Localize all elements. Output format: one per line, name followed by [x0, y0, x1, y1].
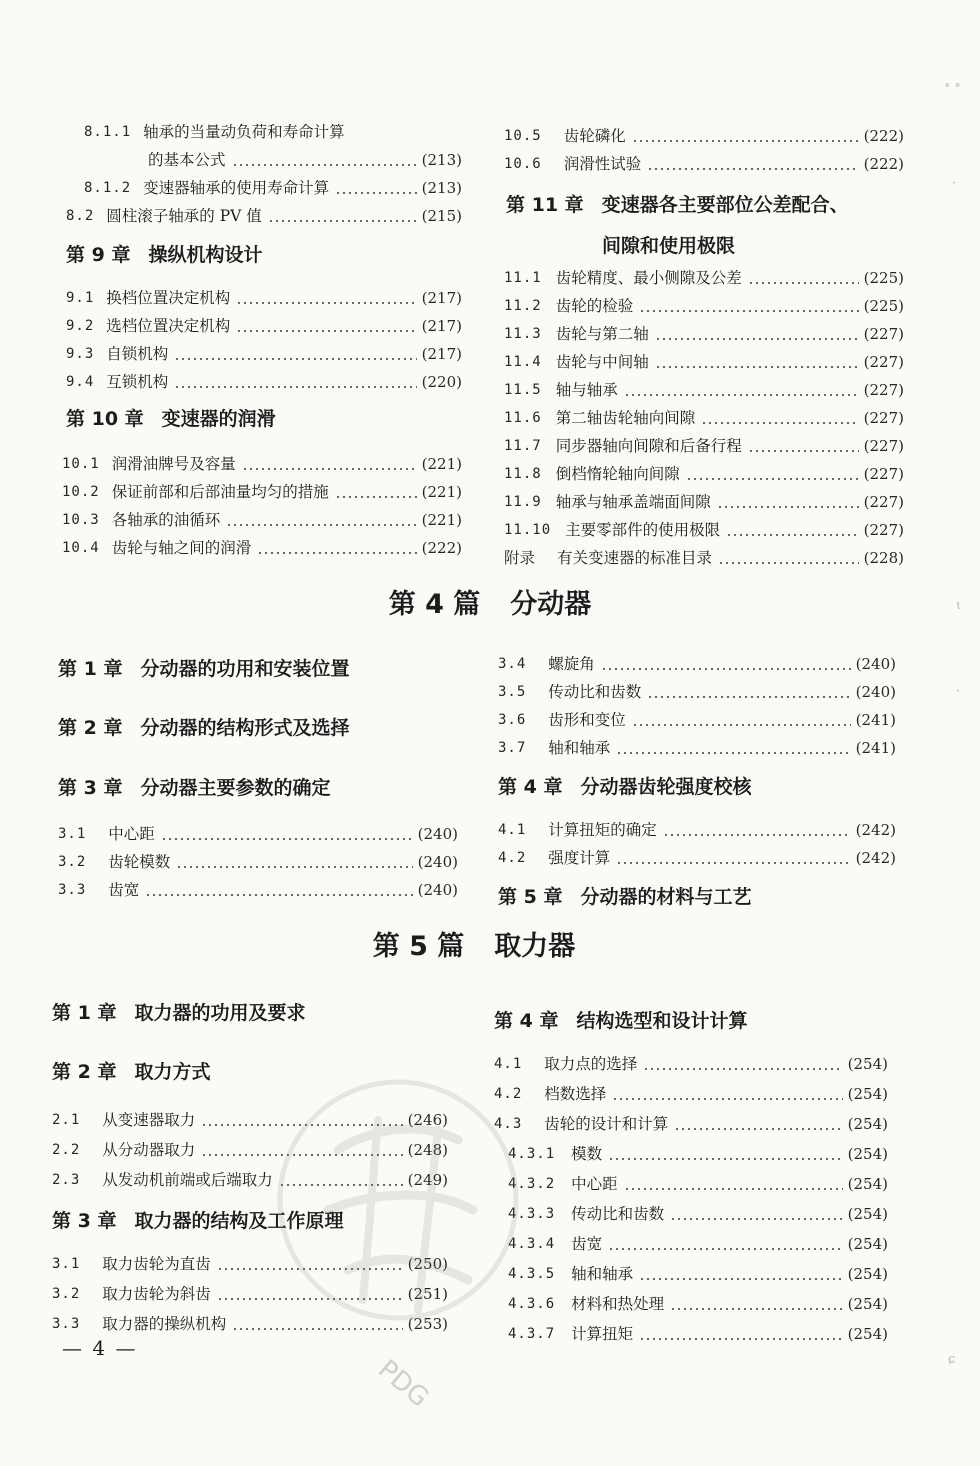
dot-leader	[232, 164, 417, 166]
dot-leader	[663, 834, 851, 836]
entry-page: (222)	[863, 127, 904, 145]
toc-entry	[504, 150, 904, 174]
entry-number: 4.2	[494, 1086, 523, 1102]
entry-title: 的基本公式	[148, 151, 226, 169]
toc-entry	[62, 340, 462, 364]
toc-entry	[62, 312, 462, 336]
entry-page: (227)	[863, 381, 904, 399]
entry-number: 4.3.3	[508, 1206, 556, 1222]
entry-number: 10.2	[62, 484, 100, 500]
entry-number: 2.3	[52, 1172, 81, 1188]
entry-title: 齿宽	[571, 1235, 603, 1253]
entry-page: (240)	[417, 825, 458, 843]
entry-page: (240)	[855, 655, 896, 673]
entry-number: 11.9	[504, 494, 542, 510]
toc-entry	[494, 1110, 888, 1134]
entry-title: 选档位置决定机构	[106, 317, 231, 335]
entry-number: 11.2	[504, 298, 542, 314]
chapter-title: 分动器齿轮强度校核	[580, 776, 752, 798]
entry-number: 2.1	[52, 1112, 81, 1128]
chapter-heading	[58, 715, 458, 741]
entry-title: 轴与轴承	[555, 381, 618, 399]
toc-entry	[494, 1320, 888, 1344]
entry-number: 4.2	[498, 850, 527, 866]
entry-number: 2.2	[52, 1142, 81, 1158]
entry-number: 3.1	[58, 826, 87, 842]
entry-title: 齿形和变位	[548, 711, 626, 729]
chapter-number: 第 4 章	[494, 1010, 559, 1032]
dot-leader	[686, 478, 859, 480]
part-number: 第 4 篇	[388, 589, 481, 620]
toc-entry	[504, 404, 904, 428]
toc-entry	[62, 450, 462, 474]
entry-number: 4.3.7	[508, 1326, 556, 1342]
entry-title: 轴和轴承	[548, 739, 611, 757]
dot-leader	[616, 752, 850, 754]
toc-entry	[494, 1230, 888, 1254]
toc-entry	[504, 320, 904, 344]
entry-page: (227)	[863, 521, 904, 539]
toc-entry	[504, 348, 904, 372]
entry-page: (227)	[863, 325, 904, 343]
entry-number: 8.1.2	[84, 180, 132, 196]
toc-entry	[498, 844, 896, 868]
chapter-number: 第 9 章	[66, 244, 131, 266]
entry-page: (253)	[407, 1315, 448, 1333]
toc-entry	[494, 1050, 888, 1074]
part-heading	[0, 588, 980, 622]
toc-entry	[62, 284, 462, 308]
toc-entry	[494, 1200, 888, 1224]
entry-title: 材料和热处理	[571, 1295, 665, 1313]
toc-entry	[494, 1170, 888, 1194]
part-heading	[0, 930, 964, 964]
toc-entry	[62, 506, 462, 530]
entry-page: (241)	[855, 711, 896, 729]
scan-speck: ɕ	[948, 1352, 956, 1367]
chapter-title: 分动器的材料与工艺	[580, 886, 752, 908]
entry-number: 10.4	[62, 540, 100, 556]
entry-title: 齿轮的设计和计算	[544, 1115, 669, 1133]
entry-title: 齿轮与第二轴	[555, 325, 649, 343]
chapter-title: 变速器各主要部位公差配合、	[601, 194, 849, 216]
chapter-title: 操纵机构设计	[148, 244, 263, 266]
dot-leader	[161, 838, 413, 840]
entry-number: 3.4	[498, 656, 527, 672]
dot-leader	[647, 696, 850, 698]
entry-number: 11.7	[504, 438, 542, 454]
page-number: — 4 —	[62, 1336, 138, 1360]
entry-title: 齿轮模数	[108, 853, 171, 871]
entry-page: (254)	[847, 1115, 888, 1133]
dot-leader	[632, 140, 859, 142]
scan-speck: ·	[956, 684, 961, 699]
dot-leader	[701, 422, 858, 424]
dot-leader	[226, 524, 416, 526]
entry-number: 3.2	[52, 1286, 81, 1302]
entry-number: 10.5	[504, 128, 542, 144]
entry-page: (254)	[847, 1295, 888, 1313]
chapter-title: 分动器的功用和安装位置	[140, 658, 350, 680]
dot-leader	[632, 724, 851, 726]
chapter-title: 取力方式	[134, 1061, 211, 1083]
dot-leader	[643, 1068, 842, 1070]
entry-page: (254)	[847, 1325, 888, 1343]
toc-entry	[498, 650, 896, 674]
entry-title: 润滑性试验	[563, 155, 642, 173]
entry-page: (240)	[417, 881, 458, 899]
chapter-title: 分动器的结构形式及选择	[140, 717, 350, 739]
chapter-number: 第 11 章	[506, 194, 584, 216]
dot-leader	[655, 338, 859, 340]
entry-title: 从变速器取力	[102, 1111, 196, 1129]
entry-title: 换档位置决定机构	[106, 289, 231, 307]
entry-number: 11.10	[504, 522, 552, 538]
entry-title: 传动比和齿数	[571, 1205, 665, 1223]
entry-title: 齿轮精度、最小侧隙及公差	[555, 269, 742, 287]
dot-leader	[279, 1184, 403, 1186]
toc-entry	[504, 516, 904, 540]
entry-number: 4.3.5	[508, 1266, 556, 1282]
entry-page: (225)	[863, 269, 904, 287]
toc-entry	[62, 478, 462, 502]
dot-leader	[236, 302, 416, 304]
toc-entry	[494, 1140, 888, 1164]
dot-leader	[176, 866, 412, 868]
entry-title: 各轴承的油循环	[111, 511, 221, 529]
dot-leader	[257, 552, 416, 554]
chapter-number: 第 5 章	[498, 886, 563, 908]
toc-entry	[52, 1106, 448, 1130]
dot-leader	[236, 330, 416, 332]
entry-page: (220)	[421, 373, 462, 391]
entry-number: 11.8	[504, 466, 542, 482]
chapter-number: 第 1 章	[52, 1002, 117, 1024]
dot-leader	[335, 192, 416, 194]
toc-entry	[58, 820, 458, 844]
entry-title: 互锁机构	[106, 373, 169, 391]
chapter-title: 变速器的润滑	[161, 408, 276, 430]
toc-entry	[504, 264, 904, 288]
chapter-heading	[66, 242, 462, 268]
scan-speck: ·	[952, 176, 957, 191]
dot-leader	[201, 1124, 402, 1126]
entry-number: 8.2	[66, 208, 95, 224]
entry-title: 强度计算	[548, 849, 611, 867]
entry-title: 中心距	[571, 1175, 618, 1193]
dot-leader	[674, 1128, 842, 1130]
entry-title: 主要零部件的使用极限	[565, 521, 721, 539]
toc-entry	[58, 848, 458, 872]
part-number: 第 5 篇	[372, 931, 465, 962]
entry-page: (240)	[855, 683, 896, 701]
chapter-heading	[494, 1008, 888, 1034]
chapter-title-line2: 间隙和使用极限	[602, 235, 736, 257]
toc-entry	[58, 876, 458, 900]
toc-entry	[62, 146, 462, 170]
entry-title: 第二轴齿轮轴向间隙	[555, 409, 696, 427]
entry-page: (254)	[847, 1175, 888, 1193]
entry-title: 圆柱滚子轴承的 PV 值	[106, 207, 262, 225]
entry-title: 自锁机构	[106, 345, 169, 363]
entry-page: (221)	[421, 483, 462, 501]
entry-page: (227)	[863, 465, 904, 483]
chapter-heading	[52, 1000, 448, 1026]
dot-leader	[217, 1298, 403, 1300]
toc-entry	[504, 376, 904, 400]
chapter-number: 第 2 章	[52, 1061, 117, 1083]
entry-title: 齿轮与中间轴	[555, 353, 649, 371]
chapter-heading	[52, 1059, 448, 1085]
entry-title: 倒档惰轮轴向间隙	[555, 465, 680, 483]
dot-leader	[639, 310, 858, 312]
entry-page: (254)	[847, 1085, 888, 1103]
entry-page: (249)	[407, 1171, 448, 1189]
entry-title: 轴承的当量动负荷和寿命计算	[143, 123, 345, 141]
dot-leader	[670, 1218, 842, 1220]
dot-leader	[670, 1308, 842, 1310]
entry-title: 中心距	[108, 825, 155, 843]
entry-page: (215)	[421, 207, 462, 225]
toc-entry	[62, 202, 462, 226]
toc-entry	[498, 816, 896, 840]
entry-title: 齿轮与轴之间的润滑	[111, 539, 252, 557]
entry-page: (248)	[407, 1141, 448, 1159]
entry-number: 11.3	[504, 326, 542, 342]
dot-leader	[242, 468, 417, 470]
dot-leader	[616, 862, 850, 864]
entry-number: 3.3	[58, 882, 87, 898]
toc-entry	[52, 1310, 448, 1334]
entry-title: 传动比和齿数	[548, 683, 642, 701]
dot-leader	[335, 496, 417, 498]
entry-page: (227)	[863, 353, 904, 371]
entry-page: (240)	[417, 853, 458, 871]
dot-leader	[655, 366, 859, 368]
entry-page: (213)	[421, 179, 462, 197]
toc-entry	[504, 122, 904, 146]
entry-number: 9.3	[66, 346, 95, 362]
entry-number: 11.6	[504, 410, 542, 426]
dot-leader	[718, 562, 859, 564]
entry-page: (222)	[863, 155, 904, 173]
entry-title: 取力齿轮为斜齿	[102, 1285, 211, 1303]
dot-leader	[639, 1338, 842, 1340]
entry-page: (246)	[407, 1111, 448, 1129]
toc-entry	[504, 544, 904, 568]
dot-leader	[608, 1248, 842, 1250]
entry-title: 螺旋角	[548, 655, 595, 673]
entry-number: 3.6	[498, 712, 527, 728]
toc-entry	[52, 1136, 448, 1160]
chapter-number: 第 4 章	[498, 776, 563, 798]
entry-title: 保证前部和后部油量均匀的措施	[111, 483, 329, 501]
entry-number: 10.1	[62, 456, 100, 472]
entry-page: (254)	[847, 1265, 888, 1283]
dot-leader	[639, 1278, 842, 1280]
part-title: 取力器	[494, 931, 576, 962]
toc-entry	[52, 1280, 448, 1304]
chapter-heading-continued	[504, 233, 904, 259]
chapter-number: 第 3 章	[52, 1210, 117, 1232]
entry-title: 齿宽	[108, 881, 140, 899]
entry-number: 3.2	[58, 854, 87, 870]
entry-page: (251)	[407, 1285, 448, 1303]
toc-entry	[494, 1290, 888, 1314]
chapter-number: 第 10 章	[66, 408, 144, 430]
entry-number: 4.1	[494, 1056, 523, 1072]
entry-title: 变速器轴承的使用寿命计算	[143, 179, 330, 197]
entry-page: (254)	[847, 1235, 888, 1253]
entry-title: 计算扭矩	[571, 1325, 634, 1343]
chapter-number: 第 2 章	[58, 717, 123, 739]
toc-entry	[498, 734, 896, 758]
chapter-number: 第 1 章	[58, 658, 123, 680]
entry-number: 8.1.1	[84, 124, 132, 140]
chapter-number: 第 3 章	[58, 777, 123, 799]
dot-leader	[174, 386, 416, 388]
entry-page: (227)	[863, 437, 904, 455]
chapter-heading	[52, 1208, 448, 1234]
entry-title: 润滑油牌号及容量	[111, 455, 236, 473]
entry-number: 4.1	[498, 822, 527, 838]
scan-speck: ∘ ∘	[944, 78, 961, 93]
entry-number: 3.7	[498, 740, 527, 756]
entry-page: (241)	[855, 739, 896, 757]
entry-title: 从分动器取力	[102, 1141, 196, 1159]
entry-page: (222)	[421, 539, 462, 557]
entry-title: 取力点的选择	[544, 1055, 638, 1073]
entry-title: 取力器的操纵机构	[102, 1315, 227, 1333]
entry-title: 轴和轴承	[571, 1265, 634, 1283]
entry-number: 附录	[504, 549, 536, 567]
chapter-heading	[66, 406, 462, 432]
entry-title: 齿轮磷化	[563, 127, 626, 145]
dot-leader	[717, 506, 859, 508]
entry-title: 模数	[571, 1145, 603, 1163]
toc-entry	[62, 534, 462, 558]
entry-number: 4.3	[494, 1116, 523, 1132]
toc-entry	[62, 118, 462, 142]
chapter-title: 结构选型和设计计算	[576, 1010, 748, 1032]
dot-leader	[624, 1188, 843, 1190]
toc-entry	[504, 488, 904, 512]
dot-leader	[174, 358, 416, 360]
chapter-heading	[498, 884, 896, 910]
entry-number: 3.1	[52, 1256, 81, 1272]
toc-entry	[504, 432, 904, 456]
entry-title: 齿轮的检验	[555, 297, 634, 315]
entry-number: 4.3.1	[508, 1146, 556, 1162]
entry-number: 9.2	[66, 318, 95, 334]
entry-page: (213)	[421, 151, 462, 169]
toc-entry	[494, 1260, 888, 1284]
entry-title: 轴承与轴承盖端面间隙	[555, 493, 711, 511]
entry-page: (221)	[421, 455, 462, 473]
dot-leader	[217, 1268, 403, 1270]
chapter-title: 取力器的结构及工作原理	[134, 1210, 344, 1232]
chapter-heading	[506, 192, 904, 218]
dot-leader	[601, 668, 851, 670]
toc-entry	[52, 1166, 448, 1190]
entry-page: (225)	[863, 297, 904, 315]
toc-entry	[504, 292, 904, 316]
dot-leader	[201, 1154, 402, 1156]
chapter-heading	[58, 656, 458, 682]
chapter-title: 分动器主要参数的确定	[140, 777, 331, 799]
entry-number: 4.3.2	[508, 1176, 556, 1192]
dot-leader	[647, 168, 858, 170]
entry-number: 11.1	[504, 270, 542, 286]
entry-page: (227)	[863, 493, 904, 511]
entry-number: 3.5	[498, 684, 527, 700]
entry-page: (242)	[855, 849, 896, 867]
entry-page: (221)	[421, 511, 462, 529]
entry-page: (242)	[855, 821, 896, 839]
chapter-heading	[58, 775, 458, 801]
entry-page: (254)	[847, 1055, 888, 1073]
dot-leader	[748, 450, 859, 452]
entry-title: 有关变速器的标准目录	[557, 549, 713, 567]
entry-title: 同步器轴向间隙和后备行程	[555, 437, 742, 455]
dot-leader	[608, 1158, 842, 1160]
dot-leader	[748, 282, 859, 284]
entry-number: 11.4	[504, 354, 542, 370]
entry-title: 档数选择	[544, 1085, 607, 1103]
entry-number: 10.3	[62, 512, 100, 528]
entry-page: (228)	[863, 549, 904, 567]
entry-number: 9.1	[66, 290, 95, 306]
toc-entry	[62, 368, 462, 392]
entry-number: 4.3.4	[508, 1236, 556, 1252]
entry-number: 4.3.6	[508, 1296, 556, 1312]
dot-leader	[612, 1098, 842, 1100]
entry-title: 计算扭矩的确定	[548, 821, 657, 839]
toc-entry	[62, 174, 462, 198]
toc-entry	[504, 460, 904, 484]
entry-page: (217)	[421, 317, 462, 335]
entry-title: 从发动机前端或后端取力	[102, 1171, 273, 1189]
toc-entry	[494, 1080, 888, 1104]
entry-number: 10.6	[504, 156, 542, 172]
entry-title: 取力齿轮为直齿	[102, 1255, 211, 1273]
toc-entry	[498, 706, 896, 730]
dot-leader	[145, 894, 412, 896]
part-title: 分动器	[510, 589, 592, 620]
dot-leader	[268, 220, 417, 222]
scan-speck: ɩ	[956, 598, 962, 613]
dot-leader	[726, 534, 858, 536]
watermark-text: PDG	[372, 1354, 435, 1414]
toc-entry	[498, 678, 896, 702]
chapter-heading	[498, 774, 896, 800]
toc-entry	[52, 1250, 448, 1274]
entry-page: (254)	[847, 1145, 888, 1163]
dot-leader	[624, 394, 859, 396]
entry-number: 11.5	[504, 382, 542, 398]
chapter-title: 取力器的功用及要求	[134, 1002, 306, 1024]
entry-page: (227)	[863, 409, 904, 427]
entry-number: 3.3	[52, 1316, 81, 1332]
entry-page: (250)	[407, 1255, 448, 1273]
entry-number: 9.4	[66, 374, 95, 390]
dot-leader	[232, 1328, 402, 1330]
entry-page: (217)	[421, 345, 462, 363]
entry-page: (254)	[847, 1205, 888, 1223]
entry-page: (217)	[421, 289, 462, 307]
